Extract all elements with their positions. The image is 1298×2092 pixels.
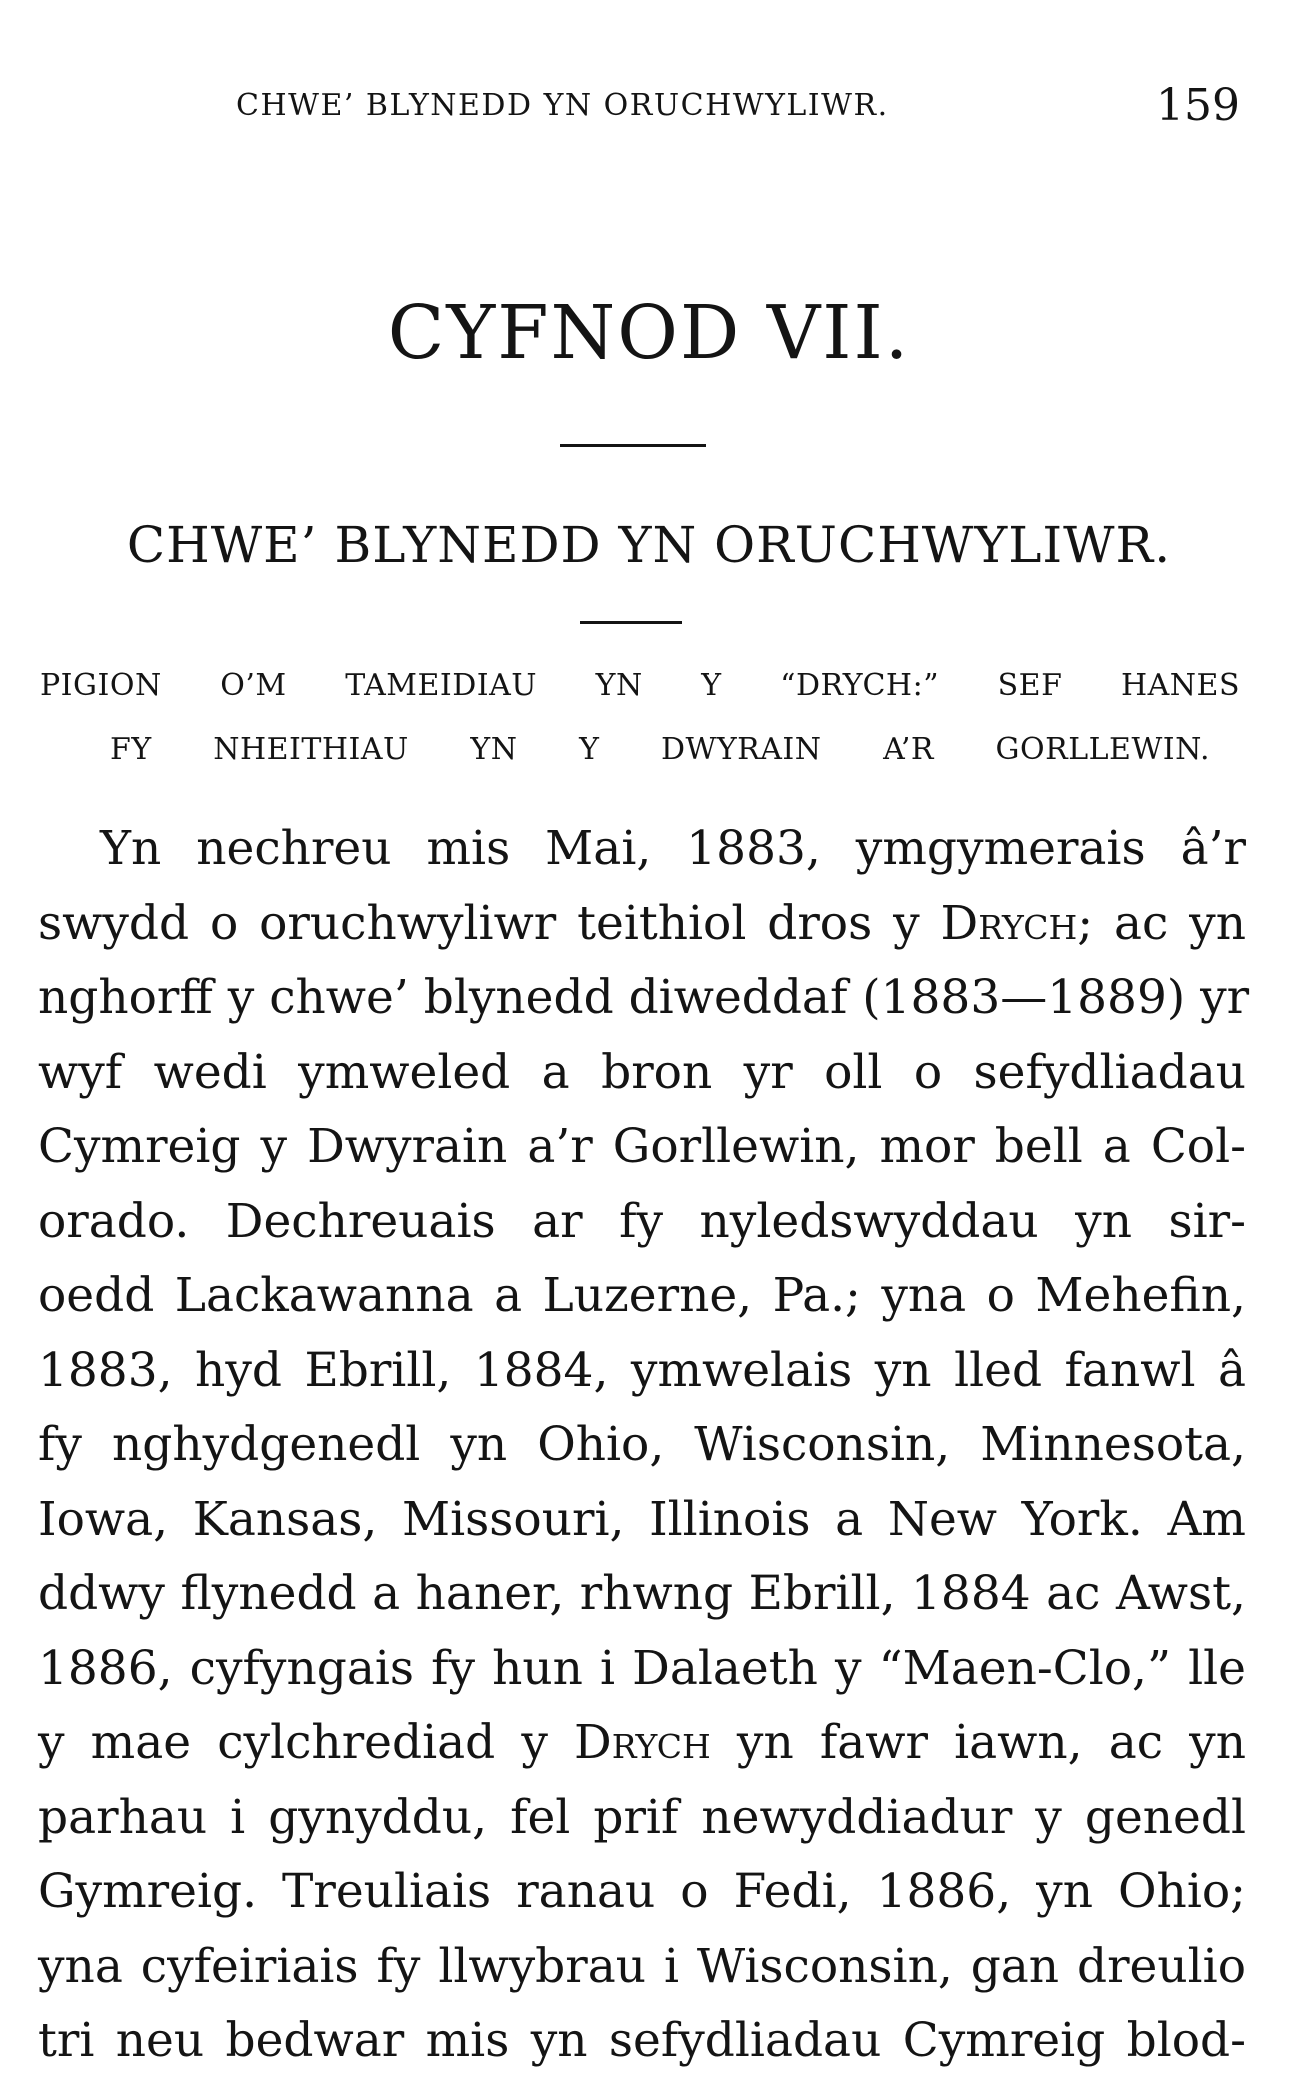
- section-title: CHWE’ BLYNEDD YN ORUCHWYLIWR.: [126, 516, 1172, 574]
- text-line: wyf wedi ymweled a bron yr oll o sefydliadau: [38, 1044, 1246, 1100]
- running-title: CHWE’ BLYNEDD YN ORUCHWYLIWR.: [236, 88, 889, 123]
- text-line: Iowa, Kansas, Missouri, Illinois a New York. Am: [38, 1491, 1246, 1547]
- text-line: y mae cylchrediad y Drych yn fawr iawn, ac yn: [38, 1715, 1247, 1770]
- divider-rule: [560, 444, 706, 447]
- text-line: parhau i gynyddu, fel prif newyddiadur y genedl: [38, 1789, 1246, 1845]
- text-line: yna cyfeiriais fy llwybrau i Wisconsin, gan dreulio: [38, 1938, 1246, 1994]
- text-line: Gymreig. Treuliais ranau o Fedi, 1886, yn Ohio;: [38, 1864, 1246, 1919]
- body-paragraph: [38, 812, 1250, 2079]
- text-line: orado. Dechreuais ar fy nyledswyddau yn sir-: [38, 1193, 1246, 1249]
- chapter-title: CYFNOD VII.: [387, 290, 911, 376]
- text-line: 1883, hyd Ebrill, 1884, ymwelais yn lled fanwl â: [38, 1342, 1246, 1398]
- divider-rule: [580, 621, 682, 624]
- newspaper-name: Drych: [574, 1715, 711, 1770]
- text-line: Cymreig y Dwyrain a’r Gorllewin, mor bell a Col-: [38, 1119, 1246, 1174]
- text-line: ddwy flynedd a haner, rhwng Ebrill, 1884 ac Awst,: [38, 1566, 1246, 1621]
- subtitle-line: PIGION O’M TAMEIDIAU YN Y “DRYCH:” SEF HANES: [40, 668, 1240, 703]
- text-line: oedd Lackawanna a Luzerne, Pa.; yna o Mehefin,: [38, 1268, 1246, 1323]
- text-line: tri neu bedwar mis yn sefydliadau Cymreig blod-: [38, 2013, 1246, 2068]
- text-line: Yn nechreu mis Mai, 1883, ymgymerais â’r: [100, 821, 1246, 876]
- newspaper-name: Drych: [940, 895, 1078, 951]
- subtitle-line: FY NHEITHIAU YN Y DWYRAIN A’R GORLLEWIN.: [110, 732, 1210, 767]
- text-line: 1886, cyfyngais fy hun i Dalaeth y “Maen-Clo,” lle: [38, 1640, 1246, 1696]
- text-line: fy nghydgenedl yn Ohio, Wisconsin, Minnesota,: [38, 1417, 1246, 1472]
- text-line: swydd o oruchwyliwr teithiol dros y Drych; ac yn: [38, 895, 1246, 951]
- page-number: 159: [1156, 80, 1240, 131]
- running-header: [0, 80, 1298, 130]
- text-line: nghorff y chwe’ blynedd diweddaf (1883—1889) yr: [38, 970, 1250, 1025]
